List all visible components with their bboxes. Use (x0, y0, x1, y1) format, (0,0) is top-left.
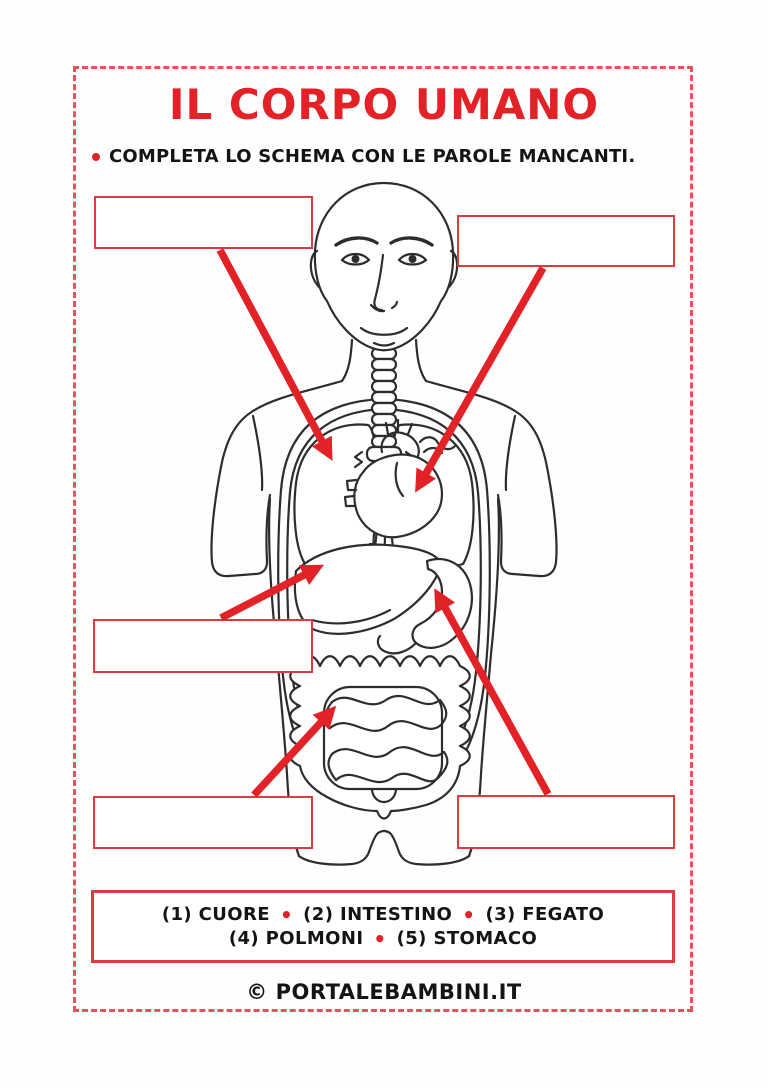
word-bank-line-0 (162, 904, 604, 925)
word-bank-separator-dot: • (462, 902, 476, 927)
lungs-drawing (294, 425, 473, 568)
word-bank-separator-dot: • (279, 902, 294, 927)
page-title: IL CORPO UMANO (168, 80, 600, 129)
instruction-text: COMPLETA LO SCHEMA CON LE PAROLE MANCANTI. (109, 146, 636, 167)
answer-box-stomach[interactable] (457, 795, 675, 849)
liver-drawing (295, 545, 441, 634)
torso-drawing (211, 340, 556, 865)
answer-box-lungs[interactable] (94, 196, 313, 249)
stomach-drawing (378, 559, 472, 653)
word-bank-item: (2) INTESTINO (303, 904, 453, 925)
large-intestine-drawing (290, 656, 470, 818)
rib-cage-outline (278, 399, 490, 800)
word-bank-separator-dot: • (373, 926, 387, 951)
copyright-footer: © PORTALEBAMBINI.IT (246, 980, 522, 1004)
arrow-to-heart (424, 268, 543, 477)
word-bank-item: (4) POLMONI (228, 928, 364, 949)
answer-box-intestine[interactable] (93, 796, 313, 849)
small-intestine-drawing (326, 696, 448, 802)
arrow-to-lungs (220, 250, 324, 445)
word-bank-line-1 (229, 928, 537, 949)
answer-box-liver[interactable] (93, 619, 313, 673)
head-drawing (311, 183, 457, 350)
trachea-drawing (355, 348, 413, 485)
heart-drawing (345, 420, 455, 564)
arrow-to-intestine (254, 719, 324, 795)
answer-box-heart[interactable] (457, 215, 675, 267)
word-bank-item: (1) CUORE (161, 904, 270, 925)
word-bank-box (91, 890, 675, 963)
word-bank-item: (3) FEGATO (485, 904, 605, 925)
arrow-to-liver (221, 573, 308, 618)
word-bank-item: (5) STOMACO (396, 928, 538, 949)
arrow-to-stomach (443, 604, 548, 794)
bullet-icon (92, 153, 100, 161)
instruction-line (92, 146, 692, 167)
